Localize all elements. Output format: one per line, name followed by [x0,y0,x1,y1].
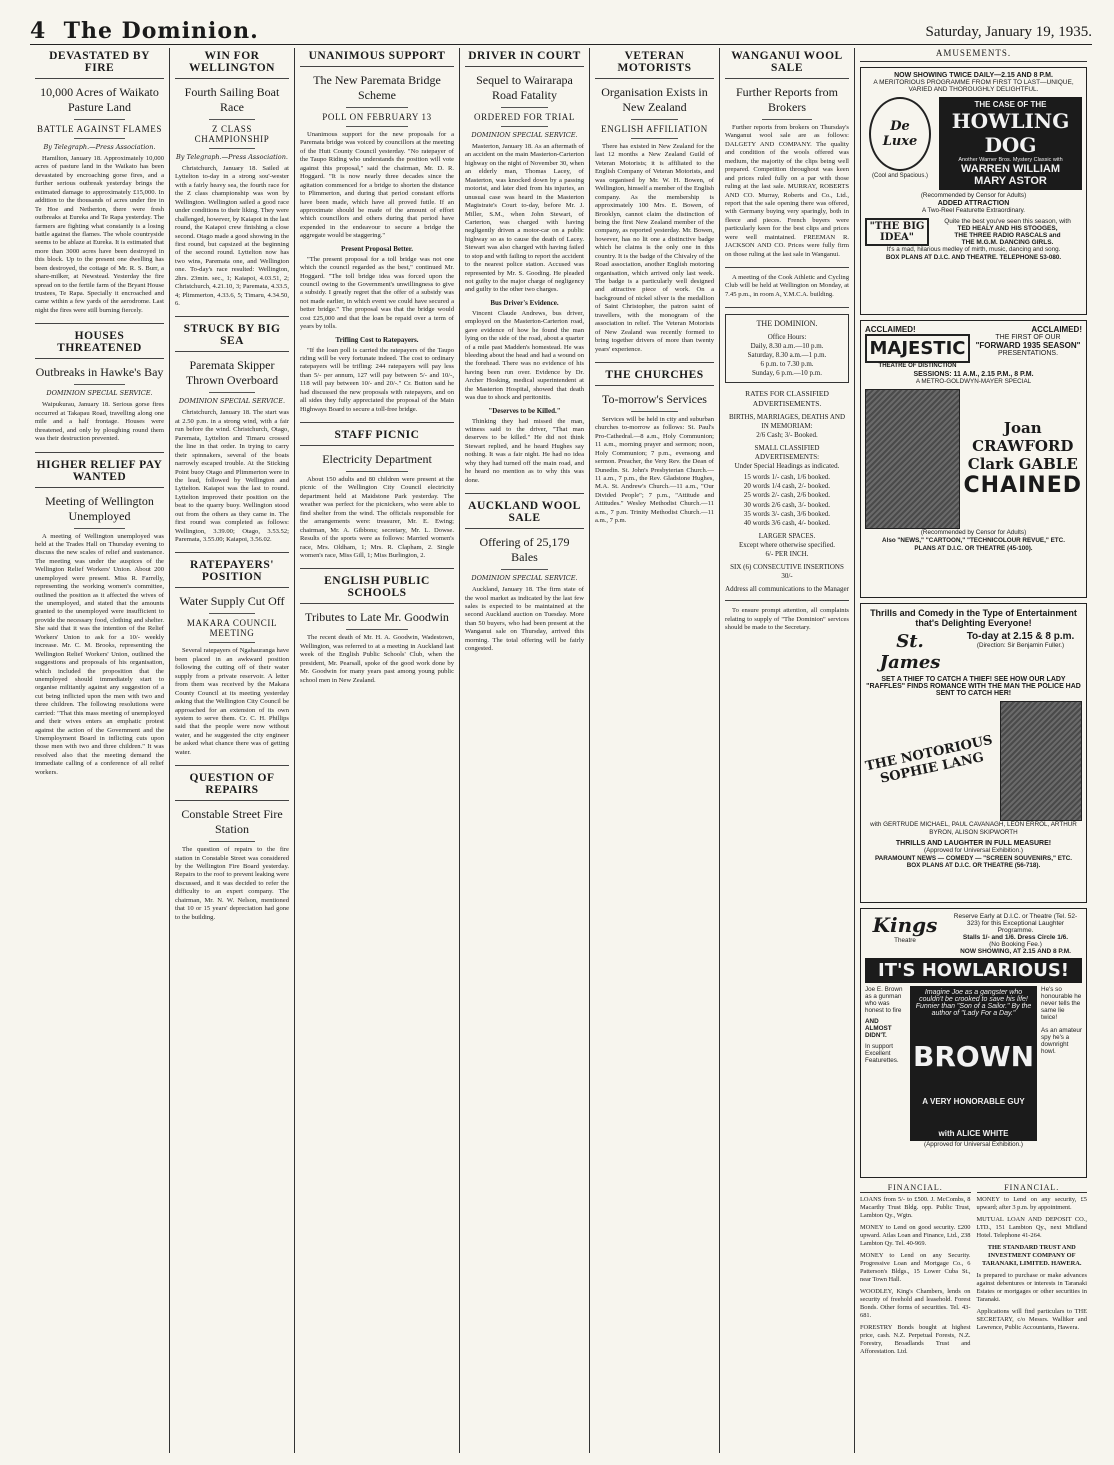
deck: Z CLASS CHAMPIONSHIP [194,124,270,144]
article-staff-picnic [300,429,454,569]
newspaper-columns [30,48,1092,1453]
kings-imagine: Imagine Joe as a gangster who couldn't be crooked to save his life! Funnier than "Son of a Sailor." By the author of "Lady For a Day." [915,989,1032,1017]
column-amusements [855,48,1092,1453]
ad-two-reel: A Two-Reel Featurette Extraordinary. [921,206,1025,214]
ad-added: ADDED ATTRACTION [937,199,1010,207]
star-name: WARREN WILLIAM [961,163,1060,175]
notice-complaints: To ensure prompt attention, all complaints relating to supply of "The Dominion" services should be made to the Secretary. [725,607,849,632]
article-driver-in-court [465,50,584,494]
howlarious-banner: IT'S HOWLARIOUS! [865,958,1082,983]
office-heading: THE DOMINION. [756,319,818,329]
headline: UNANIMOUS SUPPORT [300,50,454,67]
byline: By Telegraph.—Press Association. [176,153,288,161]
ad-tagline: A MERITORIOUS PROGRAMME FROM FIRST TO LAST—UNIQUE, VARIED AND THOROUGHLY DELIGHTFUL. [873,79,1074,93]
ad-cool: (Cool and Spacious.) [871,173,929,179]
masthead [30,14,1092,45]
subheadline: Electricity Department [322,452,432,467]
de-luxe-logo: De Luxe [869,97,931,171]
article-body: Waipukurau, January 18. Serious gorse fires occurred at Takapau Road, travelling along one mile and a half frontage. Houses were threatened, and only by ploughing round them was their destruction prevented. [35,401,164,443]
article-body: Further reports from brokers on Thursday's Wanganui wool sale are as follows: DALGETY AND COMPANY. The quality and condition of the wools offered was medium, the majority of the clips being well prepared. Competition throughout was keen and prices ruled fully on a par with those ruling at the last sale. MURRAY, ROBERTS AND CO. Murray, Roberts and Co., Ltd., report that the sale opening there was offered, with Germany buying very sparingly, both in fleece and pieces. French buyers were particularly keen for the best clips and prices were well maintained. FREEMAN R. JACKSON AND CO. Prices were fully firm on those ruling at the last sale in Wanganui. [725,124,849,258]
article-struck-by-big-sea [175,323,289,553]
majestic-presentations: PRESENTATIONS. [997,350,1059,357]
cast-line: TED HEALY AND HIS STOOGES, [957,224,1058,232]
crosshead: "Deserves to be Killed." [488,406,561,415]
kings-left: Joe E. Brown as a gunman who was honest to fire [865,986,903,1014]
rate-row: 40 words 3/6 cash, 4/- booked. [743,518,831,527]
column-5 [590,48,720,1453]
deck: ORDERED FOR TRIAL [473,112,576,122]
rate-row: 25 words 2/- cash, 2/6 booked. [743,491,831,500]
issue-date: Saturday, January 19, 1935. [925,24,1092,40]
headline: WANGANUI WOOL SALE [725,50,849,79]
crawford-gable-photo [865,389,960,529]
article-body: The recent death of Mr. H. A. Goodwin, Wadestown, Wellington, was referred to at a meeting in Auckland last week of the English Public Schools' Club, when the president, Mr. Pearsall, spoke of the good work done by Mr. Goodwin for many years past among young public school men in New Zealand. [300,634,454,684]
rates-line: SMALL CLASSIFIED ADVERTISEMENTS: [754,443,820,462]
byline: DOMINION SPECIAL SERVICE. [471,574,578,583]
howling-dog-block [939,97,1082,190]
rates-line: SIX (6) CONSECUTIVE INSERTIONS 30/- [730,563,844,581]
star-name: MARY ASTOR [974,175,1047,187]
subheadline: The New Paremata Bridge Scheme [313,73,441,102]
ad-st-james-theatre [860,603,1087,903]
article-body: Christchurch, January 18. The start was at 2.50 p.m. in a strong wind, with a fair run before the wind. Christchurch, Otago, Paremata, Lyttelton and Timaru crossed the line in that order. In trying to carry their spinnakers, several of the boats narrowly escaped trouble. At the Sticking Point buoy Otago and Plimmerton were in the lead, followed by Wellington and Lyttelton. Kaiapoi was the last to round. Lyttelton improved their position on the beat to the quarry buoy. Wellington stood out from the others as they came in. The first round was completed as follows: Wellington, 3.39.00; Otago, 3.53.52; Paremata, 3.55.00; Kaiapoi, 3.56.02. [175,409,289,543]
article-body: Auckland, January 18. The firm state of the wool market as indicated by the last few sales is expected to be maintained at the second Auckland auction on Tuesday. More than 50 buyers, who had been present at the Wanganui sale on Thursday, arrived this morning. The total offering will be fairly congested. [465,586,584,653]
subheadline: Paremata Skipper Thrown Overboard [185,358,279,388]
headline: WIN FOR WELLINGTON [175,50,289,79]
ad-certificate: (Approved for Universal Exhibition.) [923,1141,1024,1148]
rates-line: LARGER SPACES. [758,531,816,540]
office-subheading: Office Hours: [767,332,807,341]
deck: POLL ON FEBRUARY 13 [322,112,432,122]
kings-left: In support Excellent Featurettes. [865,1043,899,1064]
headline: HOUSES THREATENED [35,330,164,359]
headline: RATEPAYERS' POSITION [175,559,289,588]
kings-stalls: Stalls 1/- and 1/6. Dress Circle 1/6. [962,934,1069,941]
kings-right: As an amateur spy he's a downright howl. [1041,1027,1082,1055]
majestic-first: THE FIRST OF OUR [995,334,1061,341]
financial-ad: MUTUAL LOAN AND DEPOSIT CO., LTD., 151 Lambton Qy., next Midland Hotel. Telephone 41-264. [976,1216,1087,1239]
office-line: Sunday, 6 p.m.—10 p.m. [752,369,822,378]
subheadline: Organisation Exists in New Zealand [601,85,708,114]
cast-line: THE M.G.M. DANCING GIRLS. [961,238,1054,246]
majestic-sessions: SESSIONS: 11 A.M., 2.15 P.M., 8 P.M. [913,371,1034,378]
sophie-lang-title: THE NOTORIOUS SOPHIE LANG [864,732,994,787]
subheadline: To-morrow's Services [602,391,707,406]
article-ratepayers-position [175,559,289,766]
article-body: Services will be held in city and suburban churches to-morrow as follows: St. Paul's Pro-Cathedral.—8 a.m., Holy Communion; 11 a.m., morning prayer and sermon; noon, Holy Communion; 7 p.m., evensong and sermon. Preacher, the Very Rev. the Dean of Dunedin. St. John's Presbyterian Church.—11 a.m., 7 p.m., the Rev. Gladstone Hughes, M.A. St. Andrew's Church.—11 a.m., "Our Divided People"; 7 p.m., "Attitude and Attitudes." Wesley Methodist Church.—11 a.m., 7 p.m. Trinity Methodist Church.—11 a.m., 7 p.m. [595,415,714,525]
kings-logo: Kings [872,913,938,937]
kings-right: He's so honourable he never tells the same lie twice! [1041,986,1082,1021]
big-idea-box: "THE BIG IDEA" [865,218,929,246]
kings-reserve: Reserve Early at D.I.C. or Theatre (Tel. 52-323) for this Exceptional Laughter Programme. [953,913,1078,934]
st-james-paramount: PARAMOUNT NEWS — COMEDY — "SCREEN SOUVENIRS," ETC. [874,854,1073,862]
film-title-line: HOWLING [951,109,1070,133]
article-body: Unanimous support for the new proposals for a Paremata bridge was voiced by councillors at the meeting of the Hutt County Council yesterday. "No ratepayer of the Taupo Riding who understands the position will vote against this proposal," said the chairman, Mr. D. R. Hoggard. "It is now nearly three decades since the agitation commenced for a bridge to shorten the distance to Plimmerton, and during that period constant efforts have been made, which have all proved futile. If an approximate should be made of the amount of effort which councillors and others during that period have expended in the endeavour to secure a bridge the aggregate would be staggering." Present Proposal Better. "The present proposal for a toll bridge was not one which the council regarded as the best," continued Mr. Hoggard. "The toll bridge idea was forced upon the council owing to the Government's unwillingness to give a subsidy. I greatly regret that the offer of a subsidy was not made earlier, in which event we could have secured a better bridge." The proposal was that the bridge would cost £25,000 and that the loan be repaid over a term of years by tolls. Trifling Cost to Ratepayers. "If the loan poll is carried the ratepayers of the Taupo riding will be very fortunate indeed. The cost to ordinary ratepayers will be trifling: 244 ratepayers will pay less than 5/- per annum, 127 will pay between 5/- and 10/-, 118 will pay between 10/- and 20/-." Cr. Button said he had discussed the new proposals with ratepayers, and on all sides they fully appreciated the proposal of the Main Highways Board to secure a toll-free bridge. [300,131,454,413]
deck: BATTLE AGAINST FLAMES [37,124,162,134]
financial-ad: MONEY to Lend on any security, £5 upward; after 3 p.m. by appointment. [976,1196,1087,1211]
acclaimed-right: ACCLAIMED! [1031,325,1082,334]
headline: STAFF PICNIC [300,429,454,446]
ad-best: Quite the best you've seen this season, with [944,217,1071,225]
article-body: A meeting of Wellington unemployed was held at the Trades Hall on Thursday evening to discuss the new scales of relief and sustenance. The meeting was under the auspices of the Wellington Relief Workers' Union. About 200 unemployed were present. Miss R. Farrelly, representing the working women's committee, outlined the position as it affected the wives of the unemployed, and stated that the amounts granted to the unemployed were insufficient to provide the necessary food, clothing and shelter. She said that it was the intention of the Relief Workers' Union to ask for a 10/- weekly increase. Mr. C. M. Brooks, representing the Wellington Relief Workers' Union, outlined the suggestions and proposals of his organisation, which included the proposition that the unemployed should immediately start to organise militantly against any suggestion of a cut being inflicted upon the men with two and three children. The following resolutions were carried: "That this mass meeting of unemployed and their wives enters an emphatic protest against the action of the Government and the Unemployment Board in inflicting cuts upon those men with two and three children." It was resolved also that the meeting demand the immediate calling of a conference of all relief workers. [35,532,164,776]
headline: HIGHER RELIEF PAY WANTED [35,459,164,488]
crosshead: Bus Driver's Evidence. [490,298,559,307]
office-line: Saturday, 8.30 a.m.—1 p.m. [747,350,827,359]
financial-ad: FORESTRY Bonds bought at highest price, cash. N.Z. Perpetual Forests, N.Z. Forestry, Broadlands Trust and Afforestation. Ltd. [860,1324,971,1355]
deck: ENGLISH AFFILIATION [601,124,708,134]
column-3 [295,48,460,1453]
crosshead: Trifling Cost to Ratepayers. [335,335,419,344]
article-unanimous-support [300,50,454,423]
financial-heading: FINANCIAL. [860,1183,971,1193]
majestic-logo: MAJESTIC [865,334,970,363]
rates-line: 6/- PER INCH. [765,549,809,558]
headline: DEVASTATED BY FIRE [35,50,164,79]
sophie-lang-photo [1000,701,1082,821]
column-6 [720,48,855,1453]
page-number-title: 4 The Dominion. [30,18,259,44]
st-james-logo: St. James [879,631,941,673]
byline: DOMINION SPECIAL SERVICE. [471,131,578,139]
rates-line: BIRTHS, MARRIAGES, DEATHS AND IN MEMORIAM: [728,412,846,430]
article-win-for-wellington [175,50,289,317]
article-body: There has existed in New Zealand for the last 12 months a New Zealand Guild of Veteran Motorists; it is affiliated to the English Company of Veteran Motorists, and was organised by Mr. W. H. Bowen, of Wellington, himself a member of the English company. As the membership is approximately 100 Mrs. E. Bowen, of Brooklyn, cannot claim the distinction of being the first New Zealand member of the company, as reported yesterday. Mr. Bowen, however, has no lit one a distinctive badge which he claims is the only one in this country. It is the badge of the Chivalry of the Road association, another English motoring organisation, which arrived only last week. The badge is a particularly well designed and attractive piece of work. On a background of nickel silver is the medallion of Saint Christopher, the patron saint of travellers, with the monogram of the association in relief. The Veteran Motorists of New Zealand was recently formed to bring together drivers of more than twenty years' experience. [595,143,714,353]
article-body: Hamilton, January 18. Approximately 10,000 acres of pasture land in the Waikato has been devastated by encroaching gorse fires, and a further serious outbreak yesterday brings the estimated damage to approximately £15,000. In addition to the thousands of acres under fire in Te Hoe and Netherton, there were fresh outbreaks at Eureka and Te Rapa yesterday. The farmers are fighting what constantly is a losing battle against the flames. The whole countryside seems to be ablaze at Eureka. It is estimated that more than 3000 acres have been destroyed in this block. Up to the present one dwelling has been destroyed, the cottage of Mr. R. S. Burr, a share-milker, at Newstead. Yesterday the fire spread on to the fertile farm of the Bryant House trustees, Te Rapa. Specially it encroached and came within a few yards of the aerodrome. Last night the fires were still burning fiercely. [35,155,164,314]
deck: MAKARA COUNCIL MEETING [186,618,278,639]
rates-line: Except where otherwise specified. [738,540,835,549]
article-body: Christchurch, January 18. Sailed at Lyttelton to-day in a strong sou'-wester with a fairly heavy sea, the fourth race for the Z class championship was won by Wellington. Wellington sailed a good race under conditions to their liking. They were challenged, however, by Kaiapoi in the last round, the Kaiapoi crew finishing a close second. Otago made a good showing in the first round, but capsized at the beginning of the second round. Lyttelton now has two wins, Paremata one, and Wellington one. To-day's race resulted: Wellington, 2hrs. 23min. sec., 1; Kaiapoi, 4.03.51, 2; Christchurch, 4.21.10, 3; Paremata, 4.33.5, 4; Plimmerton, 4.33.6, 5; Timaru, 4.34.50, 6. [175,165,289,307]
office-line: 6 p.m. to 7.30 p.m. [760,359,814,368]
classified-rates [725,389,849,601]
crosshead: Present Proposal Better. [341,244,413,253]
financial-ad: LOANS from 5/- to £500. J. McCombs, 8 Macarthy Trust Bldg. opp. Public Trust, Lambton Qy., Wgtn. [860,1196,971,1219]
brown-title: BROWN [912,1040,1035,1074]
rate-row: 15 words 1/- cash, 1/6 booked. [743,473,831,482]
ad-kings-theatre [860,908,1087,1178]
subheadline: Offering of 25,179 Bales [479,535,570,565]
office-hours-box [725,314,849,383]
st-james-tagline: Thrills and Comedy in the Type of Entertainment that's Delighting Everyone! [870,608,1077,628]
rate-row: 20 words 1/4 cash, 2/- booked. [743,482,831,491]
financial-ad: Applications will find particulars to THE SECRETARY, c/o Messrs. Walliker and Lawrence, Public Accountants, Hawera. [976,1308,1087,1331]
financial-heading: FINANCIAL. [977,1183,1088,1193]
financial-ad: Is prepared to purchase or make advances against debentures or interests in Taranaki Estates or mortgages or other securities in Taranaki. [976,1272,1087,1303]
ad-now-showing: NOW SHOWING TWICE DAILY—2.15 AND 8 P.M. [894,72,1053,79]
article-higher-relief-pay [35,459,164,786]
byline: DOMINION SPECIAL SERVICE. [46,389,153,398]
kings-alice: with ALICE WHITE [938,1128,1009,1138]
subheadline: Sequel to Wairarapa Road Fatality [476,73,573,102]
financial-ad: THE STANDARD TRUST AND INVESTMENT COMPANY OF TARANAKI, LIMITED. HAWERA. [982,1244,1082,1267]
acclaimed-left: ACCLAIMED! [865,325,916,334]
subheadline: Meeting of Wellington Unemployed [45,493,154,523]
majestic-also: Also "NEWS," "CARTOON," "TECHNICOLOUR REVUE," ETC. [882,536,1065,544]
subheadline: Tributes to Late Mr. Goodwin [305,610,449,625]
subheadline: Outbreaks in Hawke's Bay [35,365,164,380]
article-body: Masterton, January 18. As an aftermath of an accident on the main Masterton-Carterton highway on the night of November 30, when an elderly man, Thomas Lacey, of Masterton, was knocked down by a passing motorist, and later died from his injuries, an unusual case was heard in the Masterton Magistrate's Court to-day, before Mr. J. Miller, S.M., when John Stewart, of Carterton, was charged with having negligently driven a motor-car on a public highway so as to cause the death of Lacey. Stewart was also charged with having failed to stop and with failing to report the accident to the nearest police station. Accused was represented by Mr. S. Gooding. He pleaded not guilty to the major charge of negligency and guilty to the other two charges. Bus Driver's Evidence. Vincent Claude Andrews, bus driver, employed on the Masterton-Carterton road, gave evidence of how he found the man lying on the side of the road, about a quarter of a mile past Madden's homestead. He was bleeding about the head and had a wound on the forehead. There was no evidence of his having been run over. Evidence by Dr. Archer Hosking, medical superintendent at the Masterton Hospital, showed that death was due to shock and peritonitis. "Deserves to be Killed." Thinking they had missed the man, witness said to the driver, "That man deserves to be killed." He did not think Stewart replied, and he heard Hughes say nothing. It was a fair night. He had no idea why they had turned off the main road, and he heard no mention as to why this was done. [465,143,584,484]
article-the-churches [595,369,714,534]
ad-majestic-theatre [860,320,1087,598]
article-veteran-motorists [595,50,714,363]
film-title: CHAINED [963,473,1082,499]
ad-box-plans: BOX PLANS AT D.I.C. AND THEATRE. TELEPHONE 53-080. [885,253,1062,261]
article-english-public-schools [300,575,454,693]
article-question-of-repairs [175,772,289,930]
subheadline: Further Reports from Brokers [736,85,838,114]
film-title-line: DOG [984,133,1037,157]
rates-line: Under Special Headings as indicated. [734,462,840,471]
rates-line: Address all communications to the Manager [725,585,849,594]
subheadline: Water Supply Cut Off [179,594,285,609]
article-houses-threatened [35,330,164,452]
majestic-subtitle: THEATRE OF DISTINCTION [878,363,957,369]
headline: AUCKLAND WOOL SALE [465,500,584,529]
headline: DRIVER IN COURT [465,50,584,67]
st-james-cast: with GERTRUDE MICHAEL, PAUL CAVANAGH, LEON ERROL, ARTHUR BYRON, ALISON SKIPWORTH [870,821,1077,836]
article-auckland-wool-sale [465,500,584,662]
column-2 [170,48,295,1453]
subheadline: 10,000 Acres of Waikato Pasture Land [40,85,159,114]
financial-section [860,1183,1087,1360]
ad-de-luxe-theatre [860,67,1087,315]
ad-certificate: (Approved for Universal Exhibition.) [923,846,1024,854]
film-title-line: THE CASE OF THE [974,100,1047,109]
subheadline: Fourth Sailing Boat Race [184,85,280,114]
article-body: About 150 adults and 80 children were present at the picnic of the Wellington City Council electricity department held at Maidstone Park yesterday. The weather was perfect for the picnickers, who were able to find shelter from the wind. The officials responsible for the arrangements were: treasurer, Mr. E. Ewing; chairman, Mr. A. Gibbons; secretary, Mr. L. Dowse. Results of the sports were as follows: Married women's race, Mrs. Oldham, 1; Mrs. R. Clapham, 2. Single women's race, Miss Gill, 1; Miss Burlington, 2. [300,476,454,559]
brown-block [910,986,1037,1141]
ad-mad: It's a mad, hilarious medley of mirth, music, dancing and song. [886,245,1061,253]
ad-certificate: (Recommended by Censor for Adults) [920,192,1027,199]
amusements-heading: AMUSEMENTS. [860,48,1087,62]
kings-left: AND ALMOST DIDN'T. [865,1018,892,1039]
byline: By Telegraph.—Press Association. [43,143,156,151]
office-line: Daily, 8.30 a.m.—10 p.m. [750,341,824,350]
rates-line: 2/6 Cash; 3/- Booked. [756,430,818,439]
majestic-plans: PLANS AT D.I.C. OR THEATRE (45-100). [914,544,1033,552]
headline: THE CHURCHES [595,369,714,386]
financial-ad: MONEY to Lend on any Security. Progressive Loan and Mortgage Co., 6 Patterson's Bldgs., 15 Lower Cuba St., near Town Hall. [860,1252,971,1283]
kings-no-booking: (No Booking Fee.) [989,941,1042,948]
rates-heading: RATES FOR CLASSIFIED ADVERTISEMENTS. [745,389,829,408]
article-devastated-by-fire [35,50,164,324]
financial-ad: MONEY to Lend on good security. £200 upward. Atlas Loan and Finance, Ltd., 238 Lambton Qy. Tel. 40-969. [860,1224,971,1247]
st-james-direction: (Direction: Sir Benjamin Fuller.) [976,642,1065,649]
headline: STRUCK BY BIG SEA [175,323,289,352]
st-james-today: To-day at 2.15 & 8 p.m. [966,631,1075,642]
rate-row: 30 words 2/6 cash, 3/- booked. [743,500,831,509]
headline: ENGLISH PUBLIC SCHOOLS [300,575,454,604]
ad-certificate: (Recommended by Censor for Adults) [920,528,1027,536]
byline: DOMINION SPECIAL SERVICE. [178,397,286,406]
article-body: The question of repairs to the fire station in Constable Street was considered by the Wellington Fire Board yesterday. Repairs to the roof to prevent leaking were discussed, and it was decided to refer the difficulty to an expert company. The chairman, Mr. N. W. Nelson, mentioned that 10 or 15 years' depreciation had gone to the building. [175,846,289,921]
star-name: Clark GABLE [967,455,1078,474]
column-4 [460,48,590,1453]
headline: QUESTION OF REPAIRS [175,772,289,801]
cast-line: THE THREE RADIO RASCALS and [954,231,1061,239]
majestic-season: "FORWARD 1935 SEASON" [975,341,1081,350]
kings-now: NOW SHOWING, AT 2.15 AND 8 P.M. [960,948,1071,955]
st-james-blurb: SET A THIEF TO CATCH A THIEF! SEE HOW OUR LADY "RAFFLES" FINDS ROMANCE WITH THE MAN THE POLICE HAD SENT TO CATCH HER! [866,676,1081,697]
star-name: Joan CRAWFORD [972,419,1074,456]
st-james-laugh: THRILLS AND LAUGHTER IN FULL MEASURE! [895,839,1052,847]
article-body: Several ratepayers of Ngahauranga have been placed in an awkward position following the cutting off of their water supply from a private reservoir. A letter from them was received by the Makara County Council at its meeting yesterday asking that the Wellington City Council be approached for an extension of its own system to serve them. Cr. C. H. Phillips said that the people were now without water, and he suggested the city engineer be asked what chance there was of getting water. [175,647,289,756]
st-james-box: BOX PLANS AT D.I.C. OR THEATRE (56-718). [906,862,1041,870]
notice-athletic-club: A meeting of the Cook Athletic and Cycling Club will be held at Wellington on Monday, at 7.45 p.m., in room A, Y.M.C.A. building. [725,274,849,308]
headline: VETERAN MOTORISTS [595,50,714,79]
rate-row: 35 words 3/- cash, 3/6 booked. [743,509,831,518]
subheadline: Constable Street Fire Station [181,807,283,837]
majestic-mgm: A METRO-GOLDWYN-MAYER SPECIAL [915,378,1032,385]
kings-theatre-label: Theatre [894,937,916,944]
kings-film-title: A VERY HONORABLE GUY [922,1096,1025,1106]
article-wanganui-wool-sale [725,50,849,268]
column-1 [30,48,170,1453]
financial-ad: WOODLEY, King's Chambers, lends on security of freehold and leasehold. Forest Bonds. Other forms of securities. Tel. 43-681. [860,1288,971,1319]
ad-another: Another Warner Bros. Mystery Classic with [958,157,1063,163]
